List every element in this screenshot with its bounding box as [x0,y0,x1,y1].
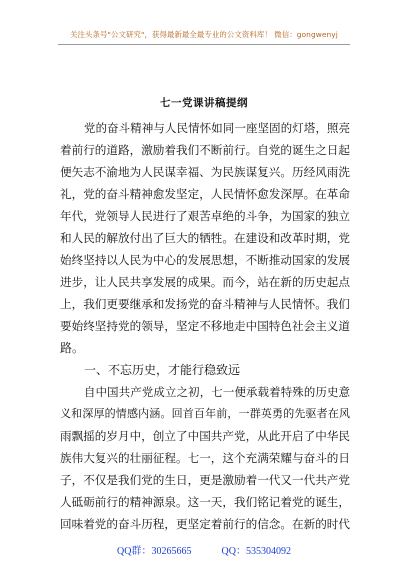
paragraph-line: 回味着党的奋斗历程，更坚定着前行的信念。在新的时代 [60,517,350,531]
paragraph-line: 始终坚持以人民为中心的发展思想，不断推动国家的发展 [60,253,350,267]
paragraph-line: 族伟大复兴的壮丽征程。七一，这个充满荣耀与奋斗的日 [60,451,350,465]
footer-contact [0,542,408,557]
header-promo-note: 关注头条号"公文研究"，获得最新最全最专业的公文资料库！ 微信：gongwenyj [70,30,338,39]
header-divider [58,44,350,45]
footer-qq-group: QQ群：30265665 [117,546,192,557]
paragraph-line: 路。 [60,341,85,355]
paragraph-line: 雨飘摇的岁月中，创立了中国共产党，从此开启了中华民 [60,429,350,443]
paragraph-line: 自中国共产党成立之初，七一便承载着特殊的历史意 [84,385,350,399]
paragraph-line: 进步，让人民共享发展的成果。而今，站在新的历史起点 [60,275,350,289]
footer-qq-number: QQ：535304092 [221,546,291,557]
paragraph-line: 要始终坚持党的领导，坚定不移地走中国特色社会主义道 [60,319,350,333]
paragraph-line: 子，不仅是我们党的生日，更是激励着一代又一代共产党 [60,473,350,487]
paragraph-line: 和人民的解放付出了巨大的牺牲。在建设和改革时期，党 [60,231,350,245]
paragraph-line: 上，我们更要继承和发扬党的奋斗精神与人民情怀。我们 [60,297,350,311]
document-title: 七一党课讲稿提纲 [160,97,248,109]
paragraph-line: 义和深厚的情感内涵。回首百年前，一群英勇的先驱者在风 [60,407,350,420]
paragraph-line: 便矢志不渝地为人民谋幸福、为民族谋复兴。历经风雨洗 [60,165,350,179]
paragraph-line: 党的奋斗精神与人民情怀如同一座坚固的灯塔，照亮 [84,121,350,135]
paragraph-line: 人砥砺前行的精神源泉。这一天，我们铭记着党的诞生， [60,495,350,509]
paragraph-line: 年代，党领导人民进行了艰苦卓绝的斗争，为国家的独立 [60,209,350,223]
paragraph-line: 礼，党的奋斗精神愈发坚定，人民情怀愈发深厚。在革命 [60,187,350,201]
paragraph-line: 着前行的道路，激励着我们不断前行。自党的诞生之日起 [60,143,350,157]
section-heading: 一、不忘历史，才能行稳致远 [84,363,241,377]
